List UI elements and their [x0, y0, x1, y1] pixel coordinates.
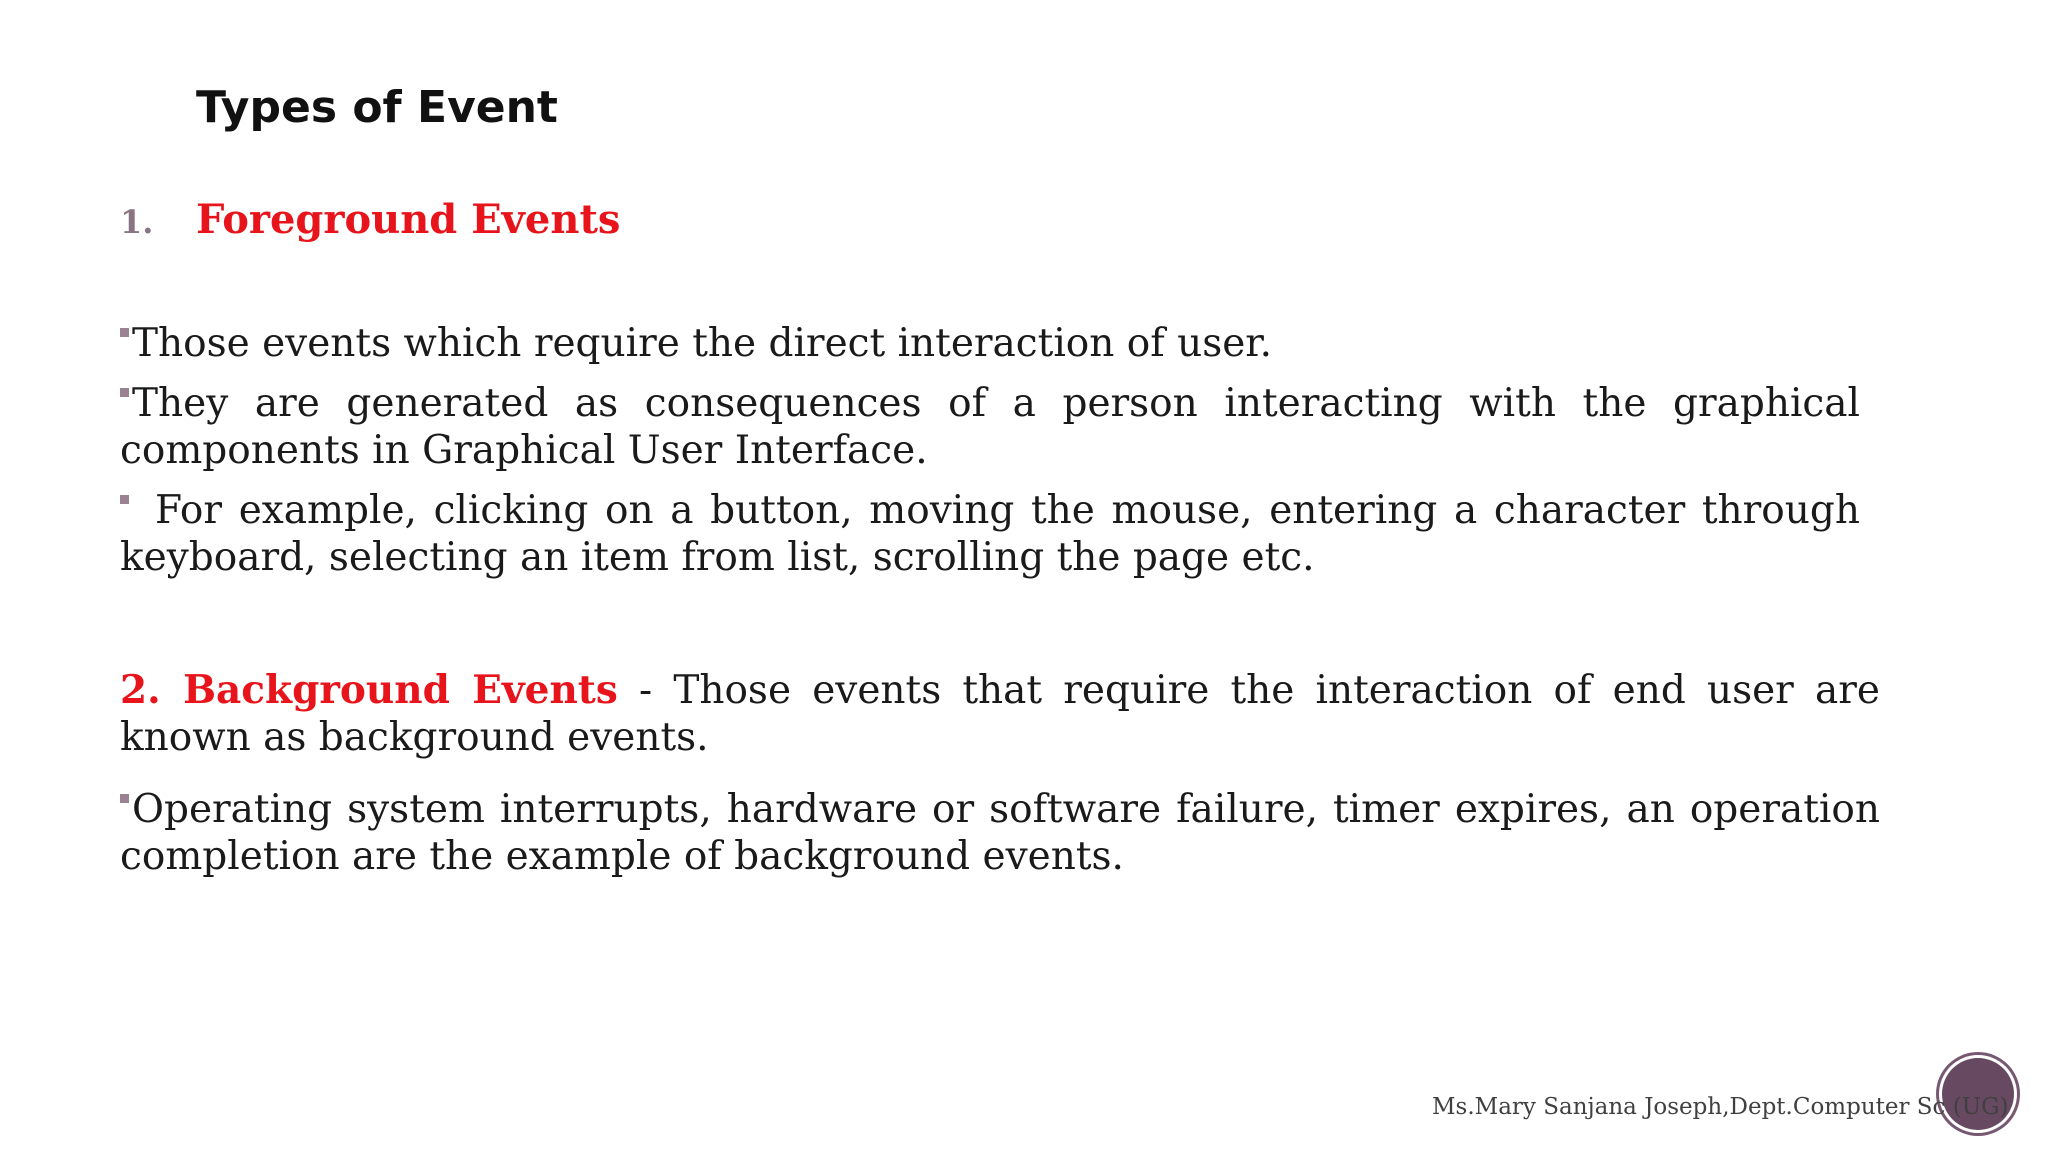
section-1-heading: [120, 196, 620, 243]
section-1-label: Foreground Events: [196, 196, 621, 243]
background-bullet-1: [120, 786, 1880, 880]
slide-title: Types of Event: [196, 82, 558, 133]
section-2-description: - Those events that require the interaction of end user are known as background events.: [120, 668, 1880, 760]
background-bullet-1-text: Operating system interrupts, hardware or software failure, timer expires, an operation completion are the example of background events.: [120, 787, 1880, 879]
bullet-icon: [120, 328, 129, 337]
bullet-icon: [120, 495, 129, 504]
foreground-bullet-1-text: Those events which require the direct interaction of user.: [132, 321, 1273, 366]
foreground-bullet-3-text: For example, clicking on a button, moving the mouse, entering a character through keyboard, selecting an item from list, scrolling the page etc.: [120, 488, 1860, 580]
foreground-bullet-2-text: They are generated as consequences of a person interacting with the graphical components in Graphical User Interface.: [120, 381, 1860, 473]
bullet-icon: [120, 794, 129, 803]
foreground-bullet-3: [120, 487, 1860, 581]
section-2-paragraph: [120, 667, 1880, 761]
foreground-bullet-2: [120, 380, 1860, 474]
foreground-bullet-1: [120, 320, 1860, 367]
section-1-number: 1.: [120, 203, 154, 241]
bullet-icon: [120, 388, 129, 397]
slide-footer: Ms.Mary Sanjana Joseph,Dept.Computer Sc (UG): [1432, 1094, 2009, 1120]
section-2-heading: 2. Background Events: [120, 667, 618, 713]
